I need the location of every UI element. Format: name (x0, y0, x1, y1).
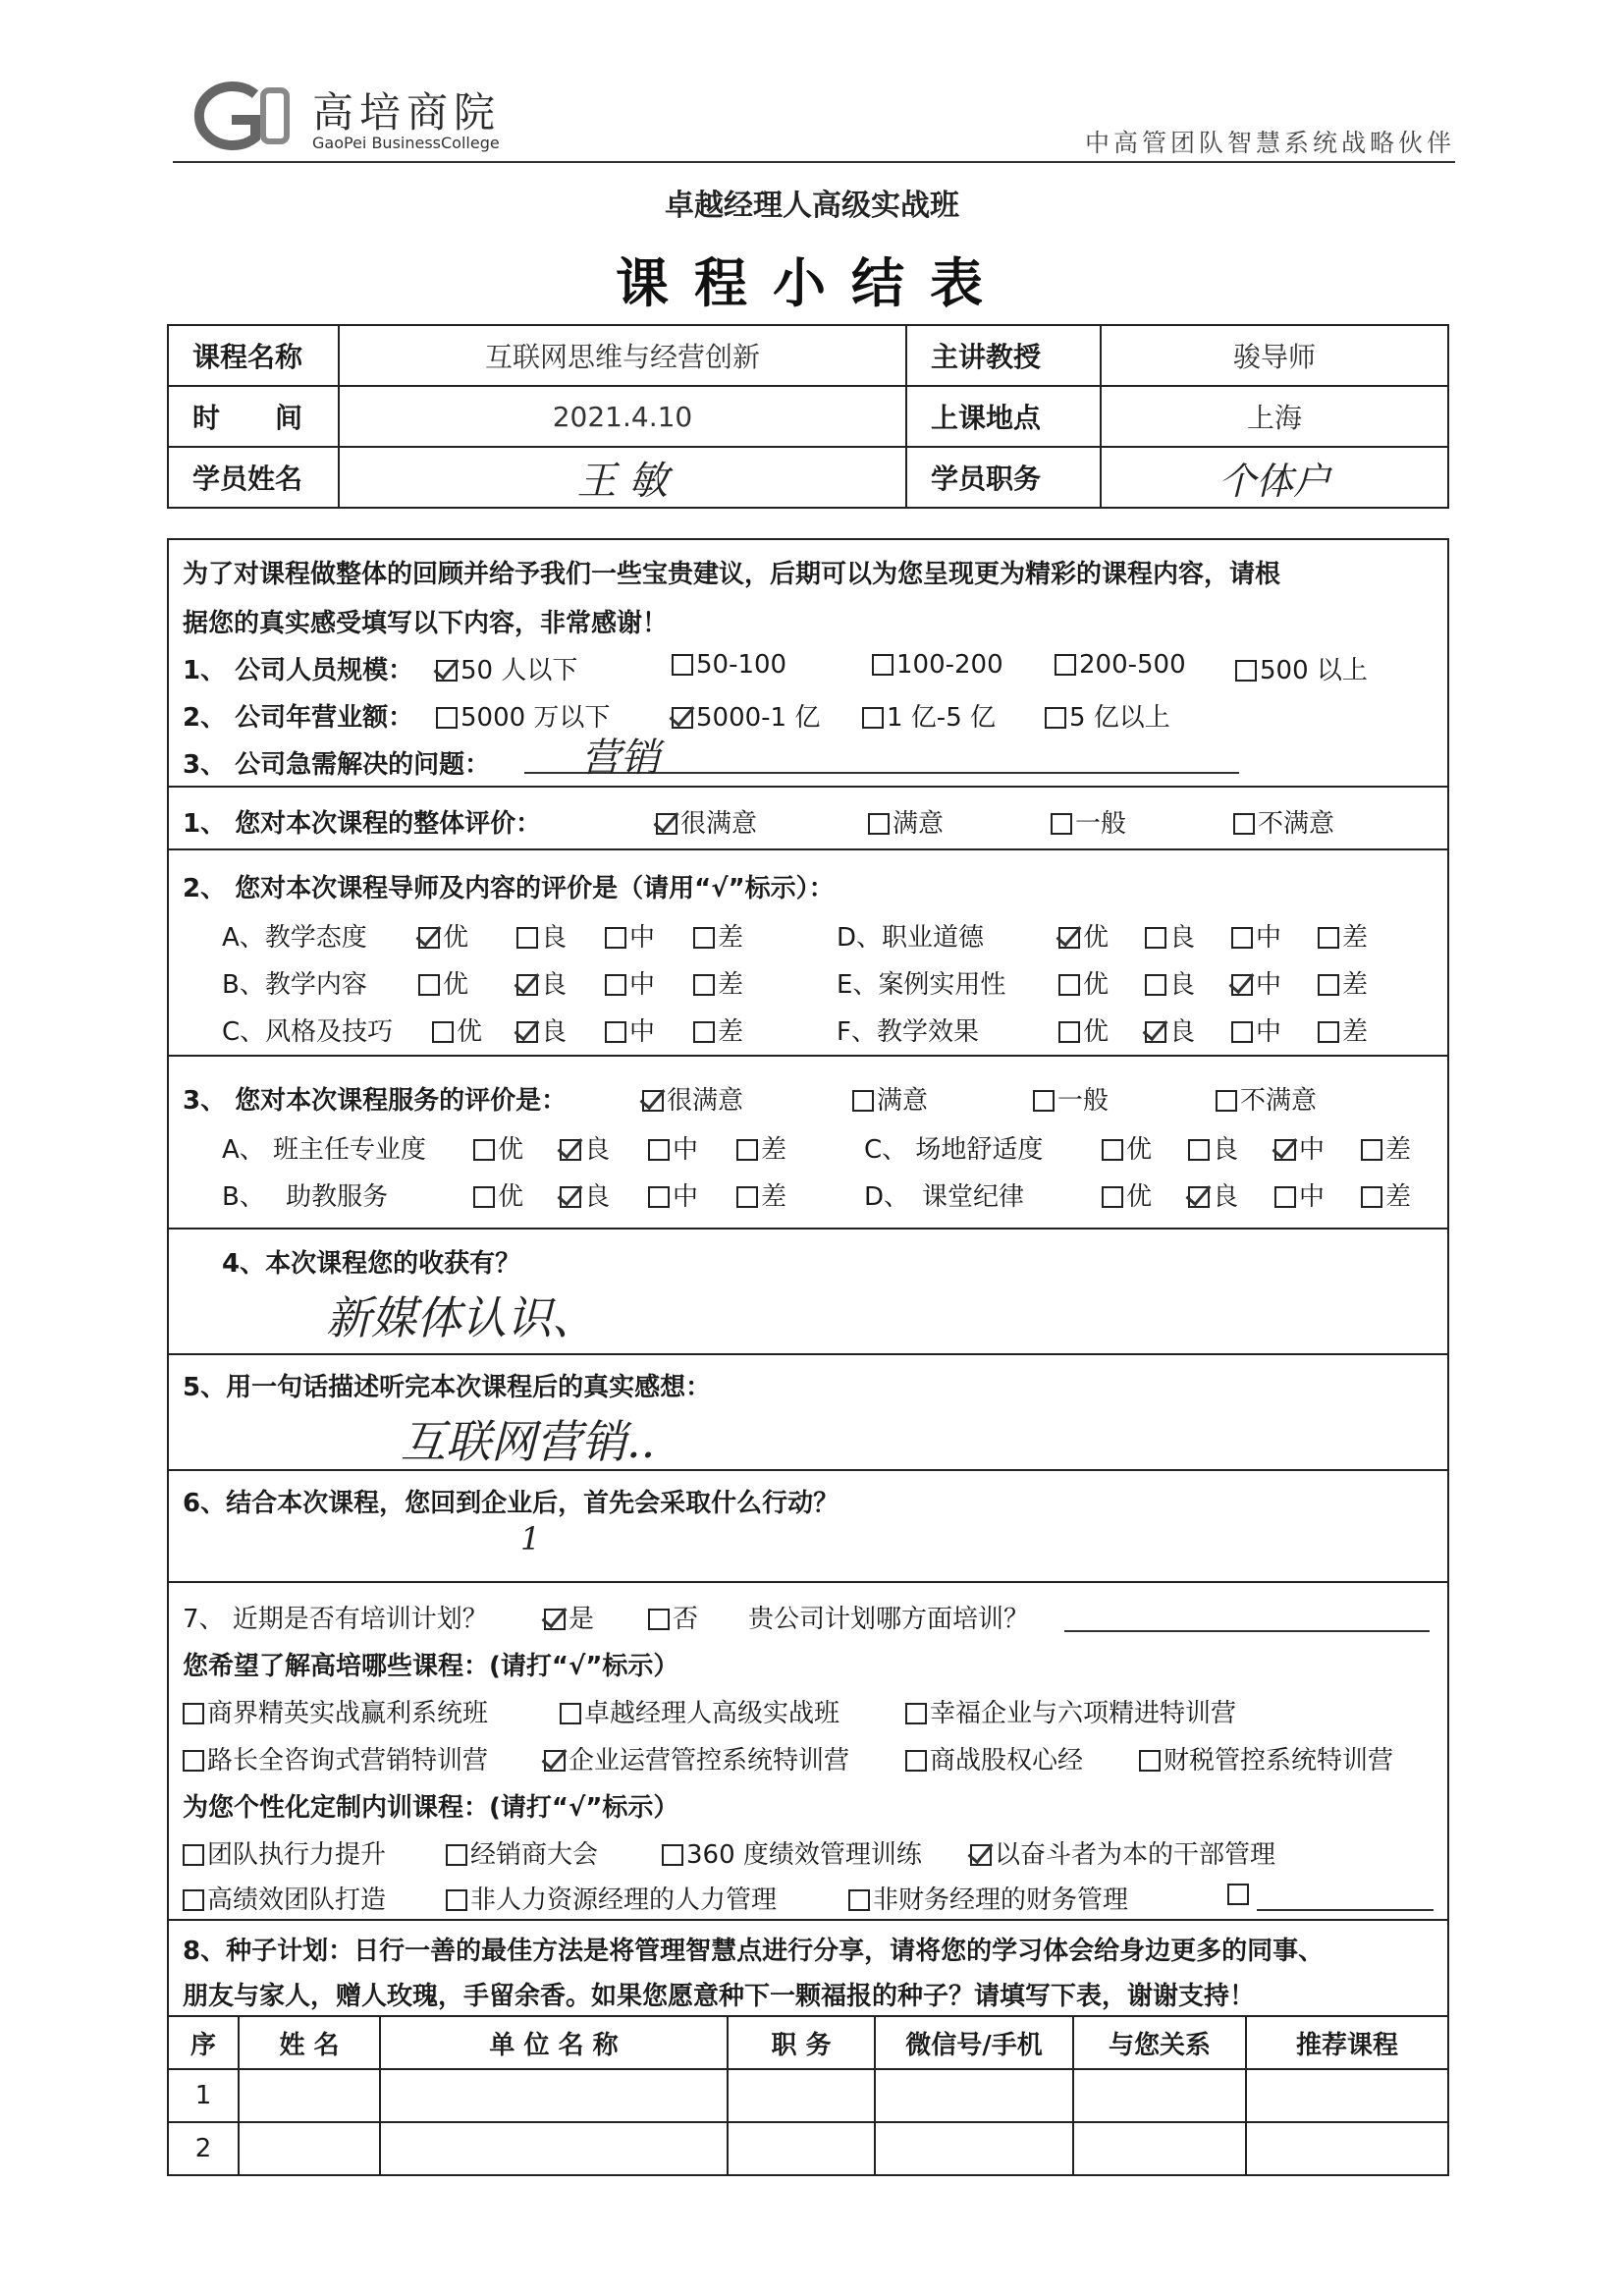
plan-yes[interactable]: 是 (544, 1599, 594, 1635)
courses-question: 您希望了解高培哪些课程：(请打“√”标示） (183, 1652, 679, 1681)
course-option[interactable]: 财税管控系统特训营 (1139, 1740, 1393, 1776)
checkbox[interactable] (1058, 927, 1080, 949)
checkbox[interactable] (1058, 974, 1080, 996)
checkbox[interactable] (544, 1750, 566, 1772)
student-position: 个体户 (1218, 459, 1330, 503)
grade-option[interactable]: 良 (560, 1129, 610, 1166)
course-value: 互联网思维与经营创新 (339, 325, 906, 386)
service-option[interactable]: 一般 (1033, 1080, 1109, 1117)
checkbox[interactable] (436, 660, 458, 682)
q-service-eval: 3、 您对本次课程服务的评价是： (183, 1086, 568, 1116)
position-label: 学员职务 (906, 447, 1101, 508)
eval-item-a: A、教学态度 (222, 923, 367, 953)
grade-option[interactable]: 中 (648, 1176, 698, 1213)
checkbox[interactable] (852, 1090, 874, 1112)
grade-option[interactable]: 优 (1058, 917, 1109, 954)
checkbox[interactable] (1227, 1884, 1249, 1905)
checkbox[interactable] (648, 1186, 670, 1208)
relation-cell[interactable] (1073, 2122, 1246, 2175)
checkbox[interactable] (736, 1139, 758, 1161)
course-option[interactable]: 商界精英实战赢利系统班 (183, 1693, 488, 1729)
checkbox[interactable] (1231, 927, 1253, 949)
service-eval-section (167, 1055, 1449, 1229)
seed-text-2: 朋友与家人，赠人玫瑰，手留余香。如果您愿意种下一颗福报的种子？请填写下表，谢谢支持！ (183, 1982, 1256, 2011)
plan-no[interactable]: 否 (648, 1599, 698, 1635)
checkbox[interactable] (183, 1703, 204, 1724)
brand-name-en: GaoPei BusinessCollege (312, 134, 500, 152)
seed-table (167, 2015, 1449, 2176)
service-option[interactable]: 满意 (852, 1080, 928, 1117)
action-section (167, 1469, 1449, 1583)
intro-section (167, 538, 1449, 788)
overall-option[interactable]: 不满意 (1233, 803, 1334, 840)
checkbox[interactable] (736, 1186, 758, 1208)
checkbox[interactable] (1033, 1090, 1055, 1112)
checkbox[interactable] (868, 813, 890, 835)
checkbox[interactable] (446, 1889, 467, 1911)
checkbox[interactable] (848, 1889, 870, 1911)
course-option[interactable]: 商战股权心经 (905, 1740, 1083, 1776)
size-option[interactable]: 50-100 (672, 650, 786, 680)
seed-text-1: 8、种子计划：日行一善的最佳方法是将管理智慧点进行分享，请将您的学习体会给身边更多的同事、 (183, 1937, 1325, 1966)
grade-option[interactable]: 中 (605, 1011, 655, 1048)
checkbox[interactable] (1045, 707, 1066, 729)
size-option[interactable]: 100-200 (872, 650, 1003, 680)
checkbox[interactable] (1318, 927, 1339, 949)
teacher-label: 主讲教授 (906, 325, 1101, 386)
teacher-eval-section (167, 848, 1449, 1057)
checkbox[interactable] (1145, 1021, 1166, 1043)
intro-text-1: 为了对课程做整体的回顾并给予我们一些宝贵建议，后期可以为您呈现更为精彩的课程内容，请根 (183, 560, 1281, 589)
grade-option[interactable]: 良 (516, 917, 567, 954)
checkbox[interactable] (1274, 1186, 1296, 1208)
custom-option[interactable]: 以奋斗者为本的干部管理 (970, 1834, 1275, 1871)
q-teacher-eval: 2、 您对本次课程导师及内容的评价是（请用“√”标示）： (183, 874, 835, 903)
checkbox[interactable] (1233, 813, 1255, 835)
col-title: 职 务 (728, 2016, 875, 2069)
checkbox[interactable] (1216, 1090, 1237, 1112)
checkbox[interactable] (1145, 974, 1166, 996)
checkbox[interactable] (1231, 974, 1253, 996)
eval-item-f: F、教学效果 (837, 1017, 979, 1047)
overall-option[interactable]: 满意 (868, 803, 944, 840)
checkbox[interactable] (436, 707, 458, 729)
checkbox[interactable] (1274, 1139, 1296, 1161)
q-gain: 4、本次课程您的收获有？ (222, 1249, 521, 1279)
eval-item-d: D、职业道德 (837, 923, 985, 953)
contact-cell[interactable] (875, 2122, 1073, 2175)
teacher-value: 骏导师 (1101, 325, 1448, 386)
checkbox[interactable] (1361, 1139, 1382, 1161)
checkbox[interactable] (516, 1021, 538, 1043)
checkbox[interactable] (418, 927, 440, 949)
col-course: 推荐课程 (1246, 2016, 1448, 2069)
course-info-table (167, 324, 1449, 509)
checkbox[interactable] (1145, 927, 1166, 949)
checkbox[interactable] (516, 927, 538, 949)
action-answer[interactable]: 1 (520, 1520, 541, 1557)
table-row (168, 2122, 1448, 2175)
grade-option[interactable]: 优 (1102, 1129, 1152, 1166)
checkbox[interactable] (656, 813, 677, 835)
col-relation: 与您关系 (1073, 2016, 1246, 2069)
q-action: 6、结合本次课程，您回到企业后，首先会采取什么行动？ (183, 1489, 839, 1518)
course-option[interactable]: 卓越经理人高级实战班 (560, 1693, 839, 1729)
row-number: 1 (168, 2069, 239, 2122)
checkbox[interactable] (516, 974, 538, 996)
course-cell[interactable] (1246, 2069, 1448, 2122)
custom-option[interactable]: 非人力资源经理的人力管理 (446, 1880, 777, 1916)
checkbox[interactable] (446, 1844, 467, 1866)
checkbox[interactable] (905, 1750, 927, 1772)
gain-section (167, 1228, 1449, 1355)
grade-option[interactable]: 中 (1231, 1011, 1281, 1048)
custom-option[interactable]: 非财务经理的财务管理 (848, 1880, 1128, 1916)
grade-option[interactable]: 差 (693, 964, 743, 1001)
header-divider (173, 161, 1455, 163)
service-option[interactable]: 不满意 (1216, 1080, 1317, 1117)
checkbox[interactable] (693, 974, 715, 996)
checkbox[interactable] (473, 1186, 495, 1208)
size-option[interactable]: 50 人以下 (436, 650, 577, 686)
student-label: 学员姓名 (168, 447, 339, 508)
course-cell[interactable] (1246, 2122, 1448, 2175)
checkbox[interactable] (1139, 1750, 1161, 1772)
grade-option[interactable]: 良 (1145, 1011, 1195, 1048)
grade-option[interactable]: 中 (648, 1129, 698, 1166)
overall-section (167, 786, 1449, 850)
checkbox[interactable] (1055, 654, 1076, 676)
checkbox[interactable] (905, 1703, 927, 1724)
checkbox[interactable] (432, 1021, 454, 1043)
checkbox[interactable] (1102, 1186, 1123, 1208)
course-option[interactable]: 企业运营管控系统特训营 (544, 1740, 849, 1776)
custom-other-input[interactable] (1257, 1909, 1434, 1911)
grade-option[interactable]: 差 (1361, 1129, 1411, 1166)
time-label: 时 间 (168, 386, 339, 447)
grade-option[interactable]: 差 (736, 1129, 786, 1166)
service-item-b: B、 助教服务 (222, 1182, 389, 1212)
urgent-issue-answer[interactable]: 营销 (581, 736, 660, 781)
overall-option[interactable]: 很满意 (656, 803, 757, 840)
grade-option[interactable]: 中 (605, 964, 655, 1001)
feeling-answer[interactable]: 互联网营销.. (401, 1415, 656, 1468)
grade-option[interactable]: 良 (516, 964, 567, 1001)
checkbox[interactable] (970, 1844, 992, 1866)
title-cell[interactable] (728, 2122, 875, 2175)
service-option[interactable]: 很满意 (642, 1080, 743, 1117)
grade-option[interactable]: 优 (1058, 1011, 1109, 1048)
checkbox[interactable] (544, 1609, 566, 1630)
form-title: 课程小结表 (616, 252, 1008, 314)
checkbox[interactable] (693, 927, 715, 949)
eval-item-c: C、风格及技巧 (222, 1017, 394, 1047)
checkbox[interactable] (605, 927, 626, 949)
q-urgent-issue: 3、 公司急需解决的问题： (183, 750, 491, 780)
form-subtitle: 卓越经理人高级实战班 (665, 189, 959, 223)
q-feeling: 5、用一句话描述听完本次课程后的真实感想： (183, 1373, 712, 1402)
brand-name: 高培商院 (312, 88, 502, 137)
which-training-input[interactable] (1064, 1630, 1430, 1632)
plan-section (167, 1581, 1449, 1921)
grade-option[interactable]: 差 (693, 1011, 743, 1048)
checkbox[interactable] (418, 974, 440, 996)
row-number: 2 (168, 2122, 239, 2175)
checkbox[interactable] (662, 1844, 683, 1866)
company-cell[interactable] (380, 2122, 728, 2175)
service-item-c: C、 场地舒适度 (864, 1135, 1044, 1165)
checkbox[interactable] (560, 1703, 581, 1724)
col-no: 序 (168, 2016, 239, 2069)
grade-option[interactable]: 优 (418, 917, 468, 954)
col-name: 姓 名 (239, 2016, 380, 2069)
place-label: 上课地点 (906, 386, 1101, 447)
course-option[interactable]: 幸福企业与六项精进特训营 (905, 1693, 1236, 1729)
name-cell[interactable] (239, 2069, 380, 2122)
eval-item-e: E、案例实用性 (837, 970, 1006, 1000)
which-training-label: 贵公司计划哪方面培训？ (748, 1605, 1030, 1634)
logo-icon (187, 81, 293, 151)
checkbox[interactable] (183, 1889, 204, 1911)
custom-option[interactable]: 高绩效团队打造 (183, 1880, 386, 1916)
table-row (168, 2069, 1448, 2122)
checkbox[interactable] (473, 1139, 495, 1161)
checkbox[interactable] (1318, 974, 1339, 996)
name-cell[interactable] (239, 2122, 380, 2175)
grade-option[interactable]: 良 (516, 1011, 567, 1048)
grade-option[interactable]: 良 (1188, 1176, 1238, 1213)
grade-option[interactable]: 中 (1231, 917, 1281, 954)
grade-option[interactable]: 优 (473, 1129, 523, 1166)
q-training-plan: 7、 近期是否有培训计划？ (183, 1605, 488, 1634)
checkbox[interactable] (862, 707, 884, 729)
q-overall: 1、 您对本次课程的整体评价： (183, 809, 542, 839)
revenue-option[interactable]: 1 亿-5 亿 (862, 697, 996, 734)
custom-option-other[interactable] (1227, 1880, 1252, 1909)
size-option[interactable]: 200-500 (1055, 650, 1186, 680)
revenue-option[interactable]: 5 亿以上 (1045, 697, 1170, 734)
grade-option[interactable]: 中 (605, 917, 655, 954)
time-value: 2021.4.10 (339, 386, 906, 447)
grade-option[interactable]: 良 (1145, 964, 1195, 1001)
grade-option[interactable]: 中 (1274, 1129, 1325, 1166)
seed-section (167, 1919, 1449, 2017)
checkbox[interactable] (672, 654, 693, 676)
checkbox[interactable] (1188, 1139, 1210, 1161)
grade-option[interactable]: 差 (1318, 917, 1368, 954)
checkbox[interactable] (693, 1021, 715, 1043)
eval-item-b: B、教学内容 (222, 970, 367, 1000)
q-company-size: 1、 公司人员规模： (183, 656, 414, 685)
grade-option[interactable]: 优 (1058, 964, 1109, 1001)
gain-answer[interactable]: 新媒体认识、 (326, 1291, 597, 1344)
place-value: 上海 (1101, 386, 1448, 447)
checkbox[interactable] (1361, 1186, 1382, 1208)
grade-option[interactable]: 差 (1361, 1176, 1411, 1213)
grade-option[interactable]: 优 (1102, 1176, 1152, 1213)
checkbox[interactable] (183, 1750, 204, 1772)
checkbox[interactable] (872, 654, 893, 676)
custom-option[interactable]: 团队执行力提升 (183, 1834, 386, 1871)
checkbox[interactable] (648, 1609, 670, 1630)
grade-option[interactable]: 差 (1318, 964, 1368, 1001)
intro-text-2: 据您的真实感受填写以下内容，非常感谢！ (183, 609, 669, 638)
student-name: 王 敏 (576, 458, 669, 504)
checkbox[interactable] (672, 707, 693, 729)
checkbox[interactable] (605, 1021, 626, 1043)
feeling-section (167, 1353, 1449, 1471)
checkbox[interactable] (1102, 1139, 1123, 1161)
overall-option[interactable]: 一般 (1051, 803, 1126, 840)
checkbox[interactable] (183, 1844, 204, 1866)
checkbox[interactable] (1051, 813, 1072, 835)
revenue-option[interactable]: 5000 万以下 (436, 697, 610, 734)
checkbox[interactable] (560, 1139, 581, 1161)
checkbox[interactable] (1188, 1186, 1210, 1208)
custom-option[interactable]: 360 度绩效管理训练 (662, 1834, 922, 1871)
checkbox[interactable] (642, 1090, 664, 1112)
custom-question: 为您个性化定制内训课程：(请打“√”标示） (183, 1793, 679, 1823)
grade-option[interactable]: 差 (693, 917, 743, 954)
size-option[interactable]: 500 以上 (1235, 650, 1368, 686)
grade-option[interactable]: 优 (432, 1011, 482, 1048)
company-cell[interactable] (380, 2069, 728, 2122)
grade-option[interactable]: 中 (1274, 1176, 1325, 1213)
checkbox[interactable] (1231, 1021, 1253, 1043)
col-company: 单 位 名 称 (380, 2016, 728, 2069)
custom-option[interactable]: 经销商大会 (446, 1834, 598, 1871)
col-contact: 微信号/手机 (875, 2016, 1073, 2069)
course-label: 课程名称 (168, 325, 339, 386)
grade-option[interactable]: 中 (1231, 964, 1281, 1001)
grade-option[interactable]: 差 (736, 1176, 786, 1213)
service-item-a: A、 班主任专业度 (222, 1135, 427, 1165)
revenue-option[interactable]: 5000-1 亿 (672, 697, 820, 734)
grade-option[interactable]: 差 (1318, 1011, 1368, 1048)
relation-cell[interactable] (1073, 2069, 1246, 2122)
grade-option[interactable]: 良 (560, 1176, 610, 1213)
checkbox[interactable] (1235, 660, 1257, 682)
checkbox[interactable] (560, 1186, 581, 1208)
checkbox[interactable] (648, 1139, 670, 1161)
grade-option[interactable]: 优 (473, 1176, 523, 1213)
service-item-d: D、 课堂纪律 (864, 1182, 1025, 1212)
course-option[interactable]: 路长全咨询式营销特训营 (183, 1740, 488, 1776)
title-cell[interactable] (728, 2069, 875, 2122)
slogan: 中高管团队智慧系统战略伙伴 (1084, 129, 1455, 157)
contact-cell[interactable] (875, 2069, 1073, 2122)
grade-option[interactable]: 良 (1188, 1129, 1238, 1166)
grade-option[interactable]: 优 (418, 964, 468, 1001)
checkbox[interactable] (1058, 1021, 1080, 1043)
checkbox[interactable] (1318, 1021, 1339, 1043)
checkbox[interactable] (605, 974, 626, 996)
q-revenue: 2、 公司年营业额： (183, 703, 414, 733)
grade-option[interactable]: 良 (1145, 917, 1195, 954)
